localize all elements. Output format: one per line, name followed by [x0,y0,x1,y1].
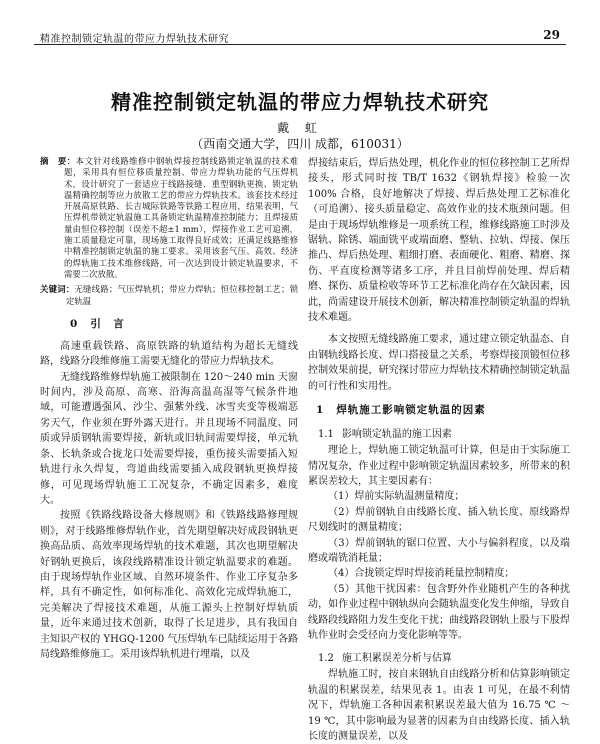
intro-continuation: 焊接结束后，焊后热处理，机化作业的恒位移控制工艺所焊接头，形式同时按 TB/T 1632《钢轨焊接》检验一次100% 合格，良好地解决了焊接、焊后热处理工艺标准化（可追溯）、接头质量稳定、高效作业的技术瓶颈问题。但是由于现场焊轨维修是一项系统工程，维修线路施工时涉及锯轨、除锈、端面铣平或端面磨、整轨、拉轨、焊接、保压推凸、焊后热处理、粗细打磨、表面硬化、粗磨、精磨、探伤、平直度检测等诸多工序，并且目前焊前处理、焊后精磨、探伤、质量检收等环节工艺标准化尚存在欠缺因素，因此，尚需建设开展技术创新，解决精准控制锁定轨温的焊轨技术难题。 [308,158,570,324]
abstract-label: 摘 要： [40,156,76,166]
header-rule [34,44,566,45]
section-number: 1 [316,404,325,417]
subsection-heading-1-2 [308,649,570,664]
page-number: 29 [543,28,560,42]
factor-item: （1）焊前实际轨温测量精度； [328,491,465,503]
paper-title: 精准控制锁定轨温的带应力焊轨技术研究 [111,90,489,114]
left-column [40,156,298,662]
keywords-label: 关键词： [40,284,75,295]
factor-item: （3）焊前钢轨的锯口位置、大小与偏斜程度，以及端磨或端铣消耗量； [308,537,570,564]
factor-item: （2）焊前钢轨自由线路长度、插入轨长度、原线路焊尺划线时的测量精度； [308,506,570,534]
intro-paragraph-1: 高速重载铁路、高原铁路的轨道结构为超长无缝线路，线路分段维修施工需要无缝化的带应力焊轨技术。 [40,340,298,368]
section-title: 焊轨施工影响锁定轨温的因素 [336,404,486,417]
intro-paragraph-3: 按照《铁路线路设备大修规则》和《铁路线路修理规则》，对于线路维修焊轨作业，首先期望解决好成段钢轨更换高品质、高效率现场焊轨的技术难题，其次也期望解决好钢轨更换后，该段线路精准设计锁定轨温要求的难题。由于现场焊轨作业区域、自然环境条件、作业工序复杂多样，具有不确定性，如何标准化、高效化完成焊轨施工，完美解决了焊接技术难题，从施工源头上控制好焊轨质量，近年来通过技术创新，取得了长足进步，具有我国自主知识产权的 YHGQ-1200 气压焊轨车已陆续运用于各路局线路维修施工。采用该焊轨机进行埋端，以及 [40,510,298,660]
section-heading-intro [40,316,298,331]
running-head-title: 精准控制锁定轨温的带应力焊轨技术研究 [40,34,229,45]
section-number: 0 [70,317,79,330]
right-column [308,156,570,744]
factor-item: （4）合拢锁定焊时焊接消耗量控制精度； [328,568,515,580]
running-head [0,0,600,44]
abstract [40,156,298,280]
abstract-text: 本文针对线路维修中钢轨焊接控制线路锁定轨温的技术难题，采用具有恒位移质量控制、带应力焊轨功能的气压焊机术，设计研究了一套适应于线路接缝、重型钢轨更换、锁定轨温精确控制等应力放散工艺的带应力焊轨技术。该套技术经过开展高原铁路、长吉城际铁路等铁路工程应用，结果表明，气压焊机带锁定轨温施工具备锁定轨温精准控制能力；且焊接质量由恒位移控制（误差不超±1 mm），焊接作业工艺可追溯，施工质量稳定可靠，现场施工取得良好成效；还满足线路维修中精准控制锁定轨温的施工要求。采用该套气压、高效、经济的焊轨施工技术维修线路，可一次达到设计锁定轨温要求，不需要二次放散。 [64,156,299,279]
intro-paragraph-4: 本文按照无缝线路施工要求，通过建立锁定轨温态、自由钢轨线路长度、焊口搭接量之关系，考察焊接顶锻恒位移控制效果前提，研究探讨带应力焊轨技术精确控制锁定轨温的可行性和实用性。 [308,334,570,392]
keywords [40,284,298,307]
keywords-text: 无缝线路；气压焊轨机；带应力焊轨；恒位移控制工艺；锁定轨温 [66,284,299,306]
factor-item: （5）其他干扰因素：包含野外作业随机产生的各种扰动，如作业过程中钢轨纵向会随轨温变化发生伸缩，导致自线路段线路阻力发生变化干扰；曲线路段钢轨上股与下股焊轨作业时会受径向力变化影响等等。 [308,583,570,641]
subsection-number: 1.1 [318,429,334,441]
section-title: 引 言 [90,317,125,330]
author: 戴 虹 [277,121,323,135]
subsection-1-2-text: 焊轨施工时，按自来钢轨自由线路分析和估算影响锁定轨温的积累误差，结果见表 1。由表 1 可见，在最不利情况下，焊轨施工各种因素积累误差最大值为 16.75 ℃ ～19 ℃，其中影响最为显著的因素为自由线路长度、插入轨长度的测量误差，以及 [308,669,570,742]
subsection-1-1-intro: 理论上，焊轨施工锁定轨温可计算，但是由于实际施工情况复杂，作业过程中影响锁定轨温因素较多，所带来的积累误差较大，其主要因素有： [308,445,570,487]
subsection-number: 1.2 [318,653,334,665]
subsection-title: 施工积累误差分析与估算 [341,653,452,665]
subsection-title: 影响锁定轨温的施工因素 [341,429,452,441]
section-heading-1 [286,402,570,417]
intro-paragraph-2: 无缝线路维修焊轨施工被限制在 120～240 min 天窗时间内，涉及高原、高寒、沿海高温高湿等气候条件地域，可能遭遇强风、沙尘、强紫外线、冰雪夹变等极端恶劣天气，作业须在野外露天进行。并且现场不同温度、同质或异质钢轨需要焊接，新轨或旧轨间需要焊接，单元轨条、长轨条或合拢龙口处需要焊接，重伤接头需要插入短轨进行永久焊复，弯道曲线需要插入成段钢轨更换焊接修，可见现场焊轨施工工况复杂，不确定因素多，难度大。 [40,371,298,506]
affiliation: （西南交通大学，四川 成都，610031） [191,137,409,151]
subsection-heading-1-1 [308,425,570,440]
